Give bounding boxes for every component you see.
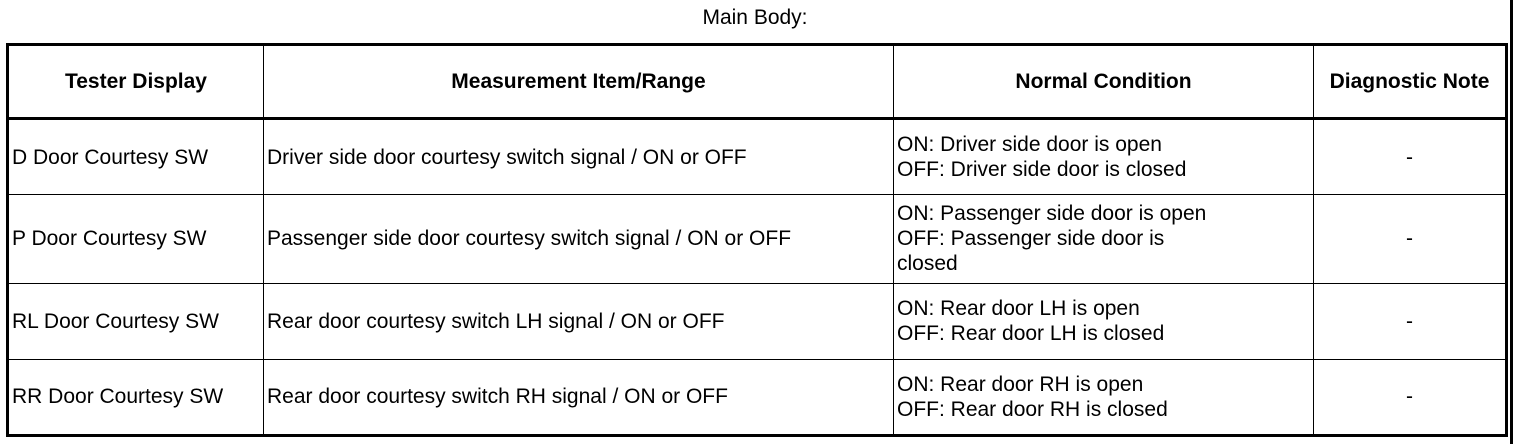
- cell-normal-condition: [894, 359, 1314, 435]
- cell-diagnostic-note: -: [1314, 283, 1507, 359]
- cell-tester-display: RL Door Courtesy SW: [8, 283, 264, 359]
- cell-normal-condition: [894, 195, 1314, 283]
- table-header-row: [8, 45, 1507, 119]
- cell-diagnostic-note: -: [1314, 119, 1507, 195]
- cell-tester-display: P Door Courtesy SW: [8, 195, 264, 283]
- table-row: [8, 119, 1507, 195]
- cell-measurement: Driver side door courtesy switch signal / ON or OFF: [264, 119, 894, 195]
- cell-tester-display: [8, 359, 264, 435]
- cell-measurement: Rear door courtesy switch LH signal / ON or OFF: [264, 283, 894, 359]
- header-tester-display: Tester Display: [8, 45, 264, 119]
- cell-measurement: Rear door courtesy switch RH signal / ON or OFF: [264, 359, 894, 435]
- header-diagnostic-note: Diagnostic Note: [1314, 45, 1507, 119]
- right-border-rule: [1510, 0, 1513, 444]
- cell-measurement: [264, 195, 894, 283]
- header-measurement-item: Measurement Item/Range: [264, 45, 894, 119]
- cell-normal-condition: [894, 283, 1314, 359]
- condition-off: OFF: Rear door RH is closed: [897, 397, 1168, 421]
- cell-diagnostic-note: -: [1314, 359, 1507, 435]
- cell-normal-condition: [894, 119, 1314, 195]
- cell-diagnostic-note: -: [1314, 195, 1507, 283]
- table-row: [8, 195, 1507, 283]
- table-caption: Main Body:: [702, 6, 808, 29]
- tester-display-text: RR Door Courtesy SW: [12, 385, 224, 409]
- table-row: [8, 359, 1507, 435]
- condition-off: OFF: Rear door LH is closed: [897, 322, 1165, 346]
- condition-on: ON: Rear door LH is open: [897, 297, 1140, 321]
- condition-on: ON: Passenger side door is open: [897, 202, 1207, 226]
- table-row: [8, 283, 1507, 359]
- condition-on: ON: Rear door RH is open: [897, 372, 1144, 396]
- data-list-table: [6, 43, 1508, 437]
- condition-on: ON: Driver side door is open: [897, 133, 1162, 157]
- measurement-text: Passenger side door courtesy switch signal / ON or OFF: [267, 227, 792, 251]
- condition-off: OFF: Passenger side door is closed: [897, 227, 1165, 276]
- condition-off: OFF: Driver side door is closed: [897, 158, 1187, 182]
- header-normal-condition: Normal Condition: [894, 45, 1314, 119]
- cell-tester-display: D Door Courtesy SW: [8, 119, 264, 195]
